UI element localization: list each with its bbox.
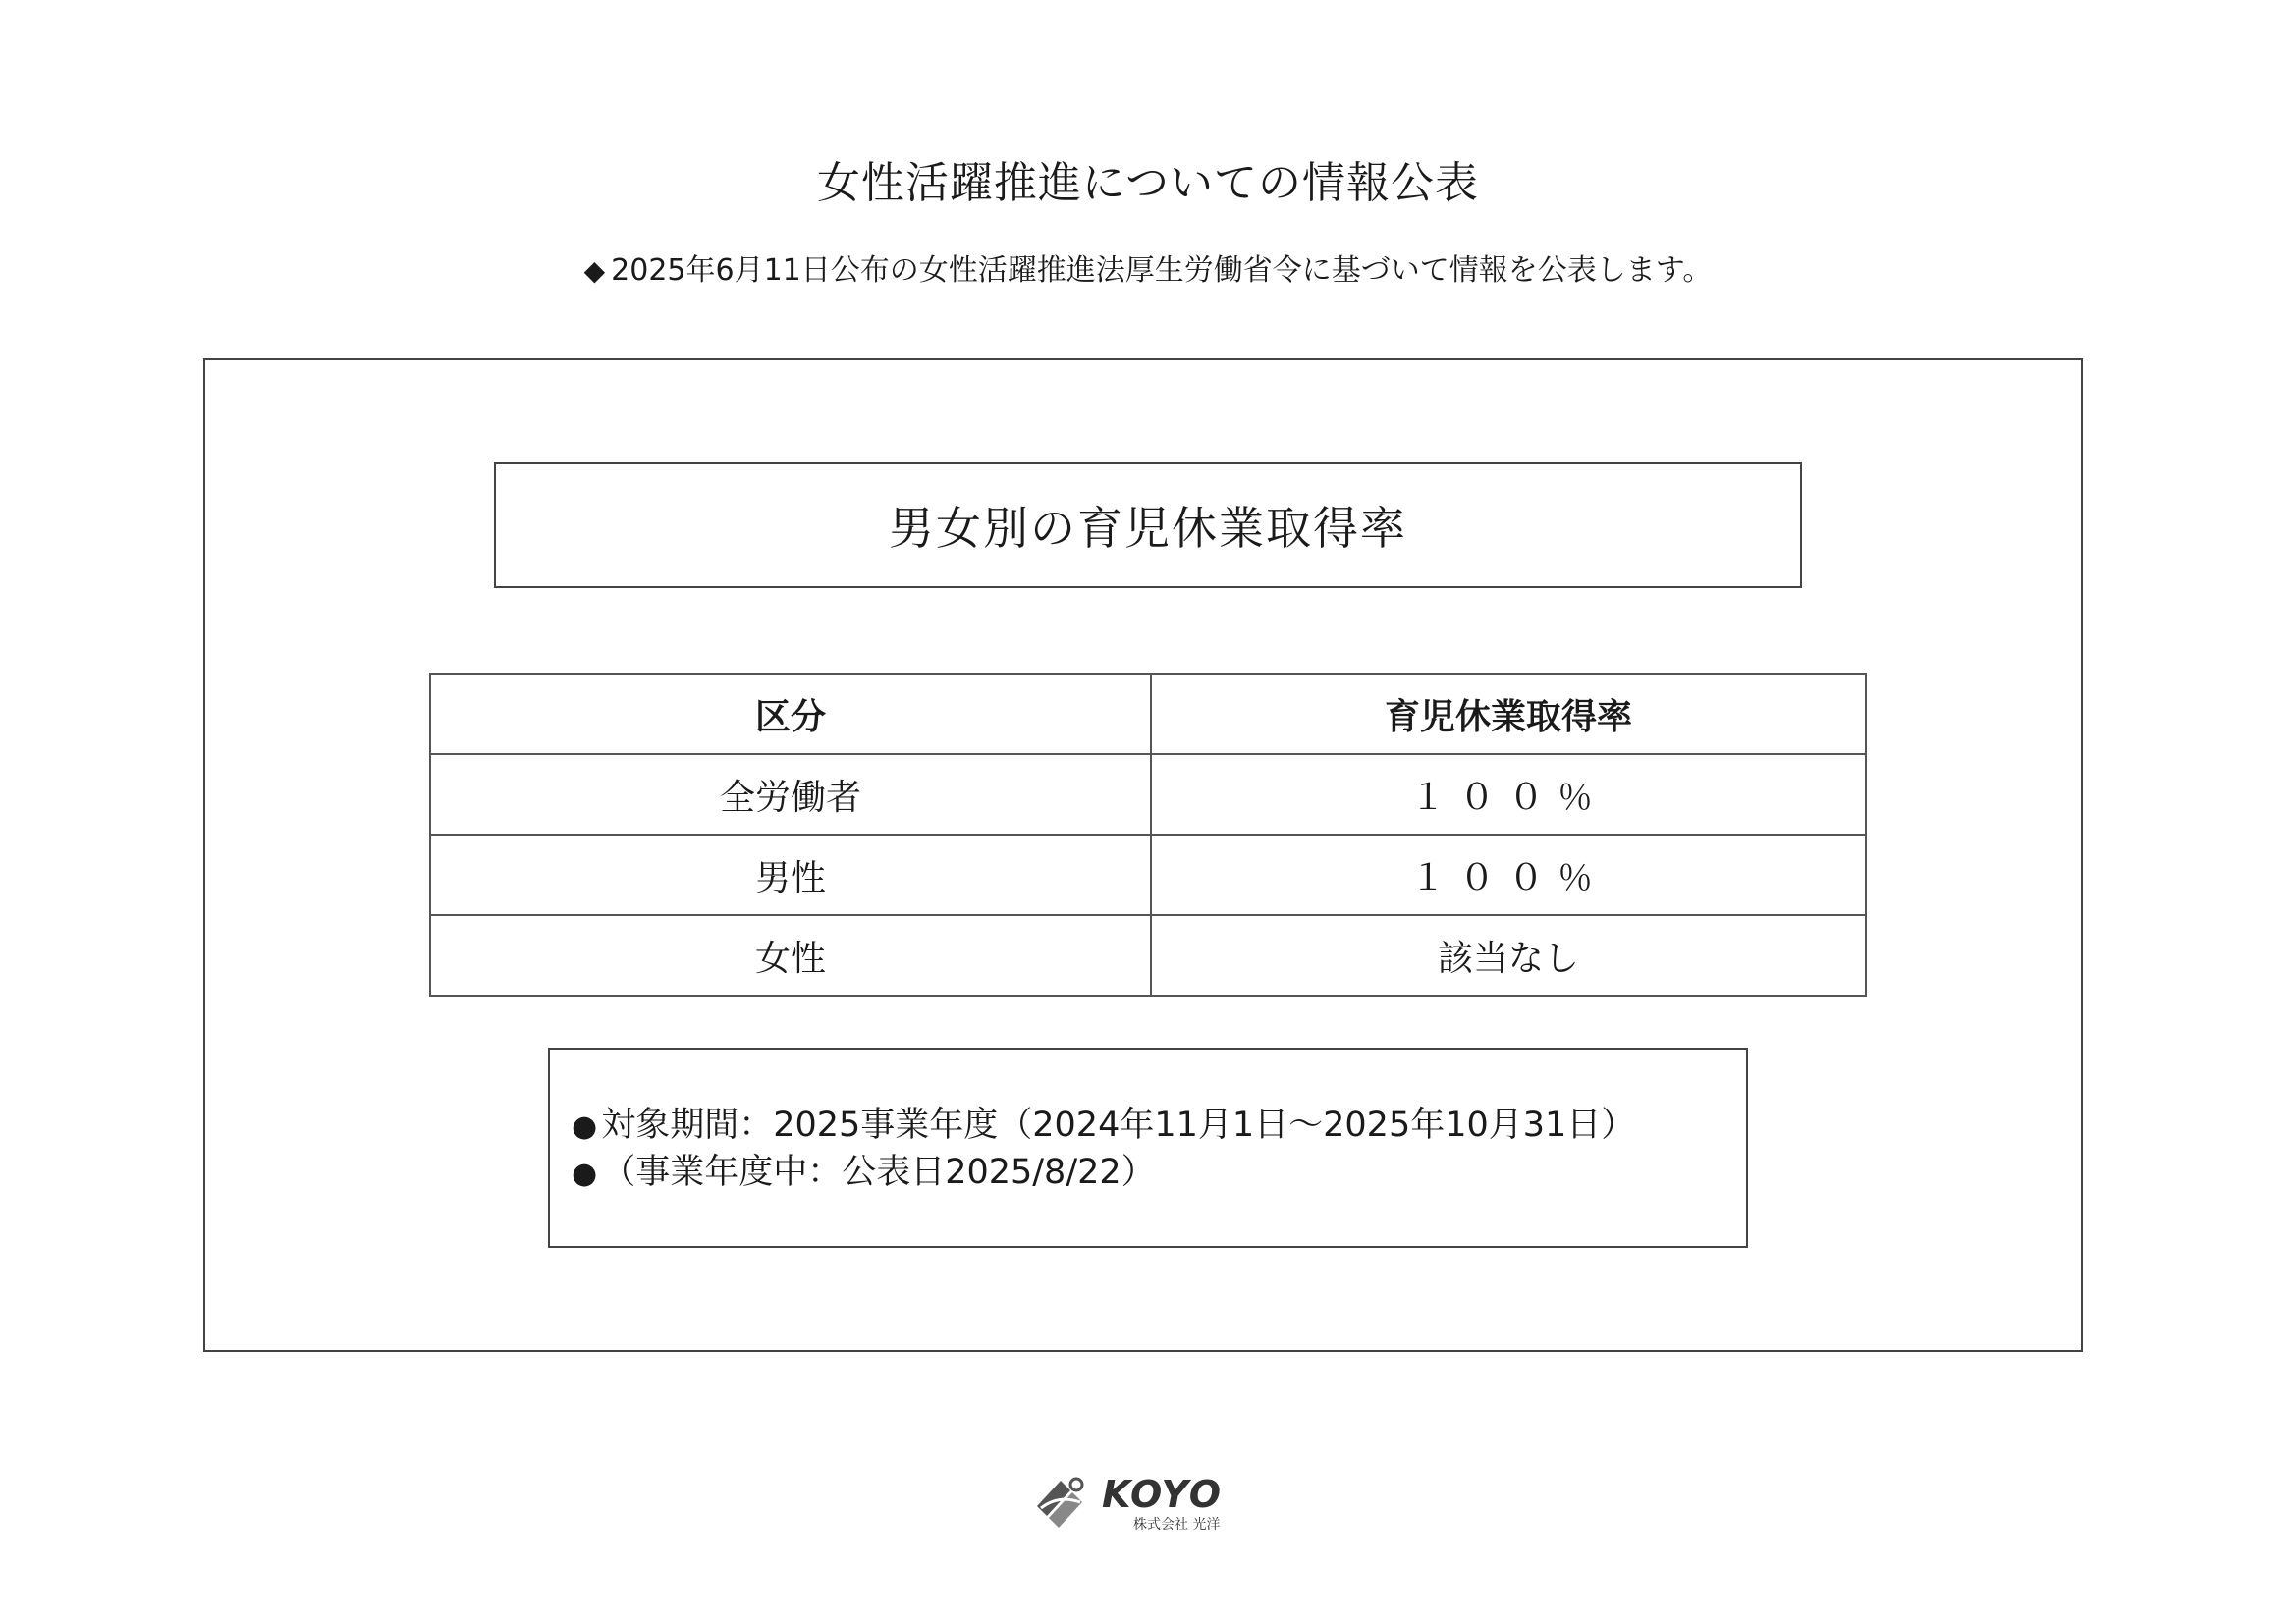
diamond-icon: ◆ bbox=[583, 254, 606, 287]
logo-mark-icon bbox=[1031, 1473, 1096, 1534]
row-rate: １００％ bbox=[1151, 754, 1866, 835]
intro-text bbox=[0, 245, 2296, 289]
page-title: 女性活躍推進についての情報公表 bbox=[816, 158, 1480, 208]
row-category: 女性 bbox=[430, 915, 1151, 996]
note-text: 対象期間：2025事業年度（2024年11月1日～2025年10月31日） bbox=[601, 1106, 1636, 1145]
leave-rate-table bbox=[429, 673, 1867, 997]
intro-sentence: 2025年6月11日公布の女性活躍推進法厚生労働省令に基づいて情報を公表します。 bbox=[611, 253, 1713, 288]
note-line bbox=[572, 1103, 1746, 1150]
company-logo bbox=[1031, 1473, 1267, 1534]
table-row bbox=[430, 754, 1866, 835]
bullet-icon: ● bbox=[572, 1109, 598, 1144]
row-rate: 該当なし bbox=[1151, 915, 1866, 996]
section-title: 男女別の育児休業取得率 bbox=[494, 462, 1802, 588]
note-text: （事業年度中：公表日2025/8/22） bbox=[601, 1153, 1156, 1192]
table-header-row bbox=[430, 674, 1866, 754]
row-category: 男性 bbox=[430, 835, 1151, 915]
column-header-rate: 育児休業取得率 bbox=[1151, 674, 1866, 754]
table-row bbox=[430, 835, 1866, 915]
row-category: 全労働者 bbox=[430, 754, 1151, 835]
notes-box bbox=[548, 1048, 1748, 1248]
logo-company: 株式会社 光洋 bbox=[1133, 1517, 1221, 1533]
table-row bbox=[430, 915, 1866, 996]
note-line bbox=[572, 1150, 1746, 1197]
row-rate: １００％ bbox=[1151, 835, 1866, 915]
bullet-icon: ● bbox=[572, 1157, 598, 1191]
logo-name: KOYO bbox=[1102, 1473, 1224, 1516]
column-header-category: 区分 bbox=[430, 674, 1151, 754]
